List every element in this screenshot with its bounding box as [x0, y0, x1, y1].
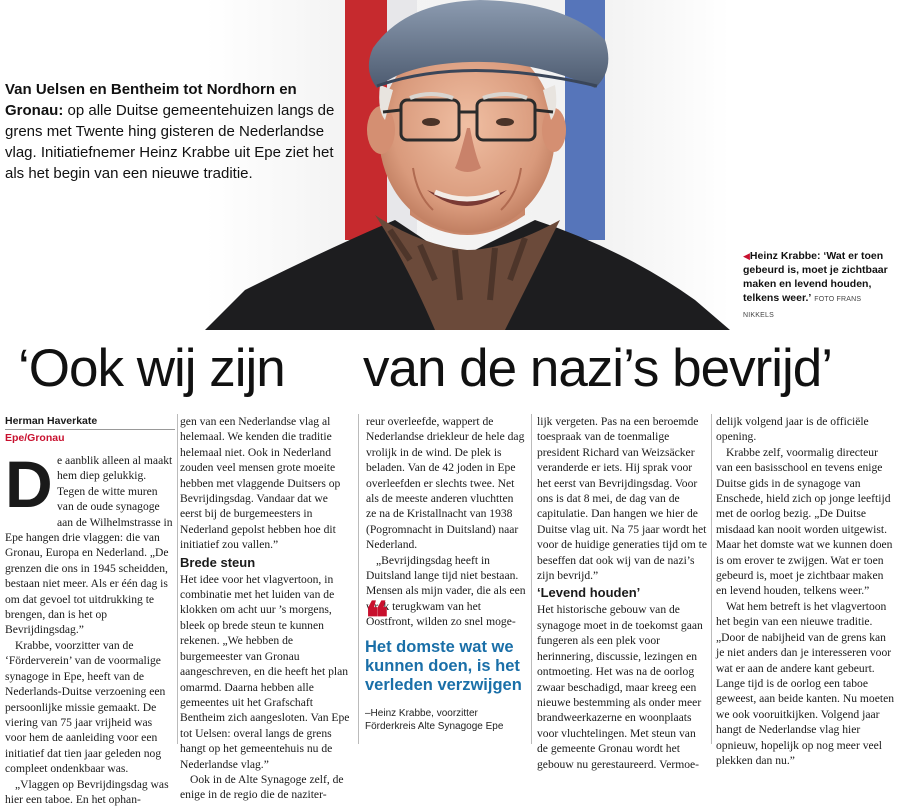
quote-source: –Heinz Krabbe, voorzitter Förderkreis Alte Synagoge Epe — [365, 708, 504, 732]
column-5 — [716, 414, 896, 768]
dropcap: D — [5, 447, 53, 521]
column-2 — [180, 414, 352, 803]
column-divider — [711, 414, 712, 744]
col4-paragraph-1: lijk vergeten. Pas na een beroemde toespraak van de toenmalige president Richard van Weizsäcker veranderde er iets. Hij sprak voor het eerst van Bevrijdingsdag. Voor ons is dat 8 mei, de dag van de capitulatie. Dan hangen we hier de Duitse vlag uit. Na 75 jaar wordt het voor de huidige generaties tijd om te beseffen dat ook wij van de nazi’s zijn bevrijd.” — [537, 415, 707, 583]
headline-part-1: ‘Ook wij zijn — [18, 339, 285, 398]
subhead-levend-houden: ‘Levend houden’ — [537, 585, 641, 601]
column-divider — [177, 414, 178, 744]
col3-paragraph-1: reur overleefde, wappert de Nederlandse driekleur de hele dag vrolijk in de wind. De plek is beladen. Van de 42 joden in Epe overleefden er slechts twee. Net als de meeste anderen vluchtten ze na de Kristallnacht van 1938 (Pogromnacht in Duitsland) naar Nederland. — [366, 415, 525, 552]
column-divider — [358, 414, 359, 744]
caption-text: ‘Wat er toen gebeurd is, moet je zichtbaar maken en levend houden, telkens weer.’ — [743, 250, 888, 304]
col2-paragraph-1: gen van een Nederlandse vlag al helemaal. We kenden die traditie helemaal niet. Ook in Nederland zouden veel mensen grote moeite hebben met vlaggende Duitsers op Bevrijdingsdag. Vandaar dat we eerst bij de burgemeesters in Nederland gepolst hebben hoe dit initiatief zou vallen.” — [180, 415, 341, 552]
col2-paragraph-2: Het idee voor het vlagvertoon, in combinatie met het luiden van de klokken om acht uur ’s morgens, bleek op brede steun te kunnen rekenen. „We hebben de burgemeester van Gronau aangeschreven, en die heeft het plan omarmd. Daarna hebben alle gemeentes uit het Grafschaft Bentheim zich aangesloten. Van Epe tot Uelsen: overal langs de grens hangt op het gemeentehuis nu de Nederlandse vlag.” — [180, 572, 350, 771]
col5-paragraph-1: delijk volgend jaar is de officiële opening. — [716, 415, 869, 444]
byline-divider — [5, 429, 175, 430]
caption-name: Heinz Krabbe: — [749, 250, 821, 262]
col1-paragraph-2: Krabbe, voorzitter van de ‘Förderverein’ van de voormalige synagoge in Epe, heeft van de Nederlands-Duitse verzoening een persoonlijke missie gemaakt. De viering van 75 jaar vrijheid was voor hem de aanleiding voor een initiatief dat tien jaar geleden nog compleet ondenkbaar was. — [5, 638, 166, 776]
photo-credit: FOTO FRANS NIKKELS — [743, 296, 862, 319]
col5-paragraph-3: Wat hem betreft is het vlagvertoon het begin van een nieuwe traditie. „Door de nabijheid van de grens kan je niet anders dan je interesseren voor wat er aan de andere kant gebeurt. Lange tijd is de oorlog een taboe geweest, aan beide kanten. Nu moeten we ook vooruitkijken. Volgend jaar hangt de Nederlandse vlag hier opnieuw, hopelijk op nog meer veel plekken dan nu.” — [716, 599, 895, 767]
column-divider — [531, 414, 532, 744]
intro-rest: op alle Duitse gemeentehuizen langs de grens met Twente hing gisteren de Nederlandse vlag. Initiatiefnemer Heinz Krabbe uit Epe ziet het als het begin van een nieuwe traditie. — [5, 102, 335, 182]
intro-lead: Van Uelsen en Bentheim tot Nordhorn en Gronau: — [5, 81, 297, 119]
quote-text: Het domste wat we kunnen doen, is het verleden verzwijgen — [365, 638, 522, 694]
byline-author: Herman Haverkate — [5, 415, 98, 427]
column-1 — [5, 414, 175, 807]
headline — [18, 336, 888, 406]
headline-part-2: van de nazi’s bevrijd’ — [363, 339, 833, 398]
byline-place: Epe/Gronau — [5, 432, 65, 444]
col4-paragraph-2: Het historische gebouw van de synagoge moet in de toekomst gaan fungeren als een plek voor herinnering, discussie, lezingen en ontmoeting. Het was na de oorlog zwaar beschadigd, maar kreeg een nieuwe bestemming als onder meer brandweerkazerne en woonplaats voor vluchtelingen. Met steun van de gemeente Gronau wordt het gebouw nu gerestaureerd. Vermoe- — [537, 603, 703, 771]
col5-paragraph-2: Krabbe zelf, voormalig directeur van een basisschool en tevens enige Duitse gids in de synagoge van Enschede, hield zich op jonge leeftijd met de oorlog bezig. „De Duitse misdaad kan nooit worden uitgewist. Maar het domste wat we kunnen doen is om erover te zwijgen. Wat er toen gebeurd is, moet je zichtbaar maken en levend houden, telkens weer.” — [716, 445, 893, 598]
col1-paragraph-1-text: e aanblik alleen al maakt hem diep gelukkig. Tegen de witte muren van de oude synagoge aan de Wilhelmstrasse in Epe hangen drie vlaggen: die van Gronau, Europa en Nederland. „De grenzen die ons in 1945 scheidden, bestaan niet meer. Als er één dag is om dat gevoel tot uitdrukking te brengen, dan is het op Bevrijdingsdag.” — [5, 454, 173, 637]
column-3 — [366, 414, 526, 630]
photo-caption — [743, 249, 893, 323]
col1-paragraph-3: „Vlaggen op Bevrijdingsdag was hier een taboe. En het ophan- — [5, 777, 169, 806]
col3-paragraph-2: „Bevrijdingsdag heeft in Duitsland lange tijd niet bestaan. Mensen als mijn vader, die als een wrak terugkwam van het Oostfront, wilden zo snel moge- — [366, 553, 526, 629]
column-4 — [537, 414, 707, 772]
quote-mark-icon: ❝ — [365, 594, 389, 643]
col2-paragraph-3: Ook in de Alte Synagoge zelf, de enige in de regio die de naziter- — [180, 772, 344, 802]
subhead-brede-steun: Brede steun — [180, 554, 256, 570]
red-triangle-icon: ◀ — [743, 251, 750, 261]
intro-text — [5, 79, 350, 184]
pull-quote — [365, 594, 527, 733]
col1-paragraph-1 — [5, 447, 175, 638]
